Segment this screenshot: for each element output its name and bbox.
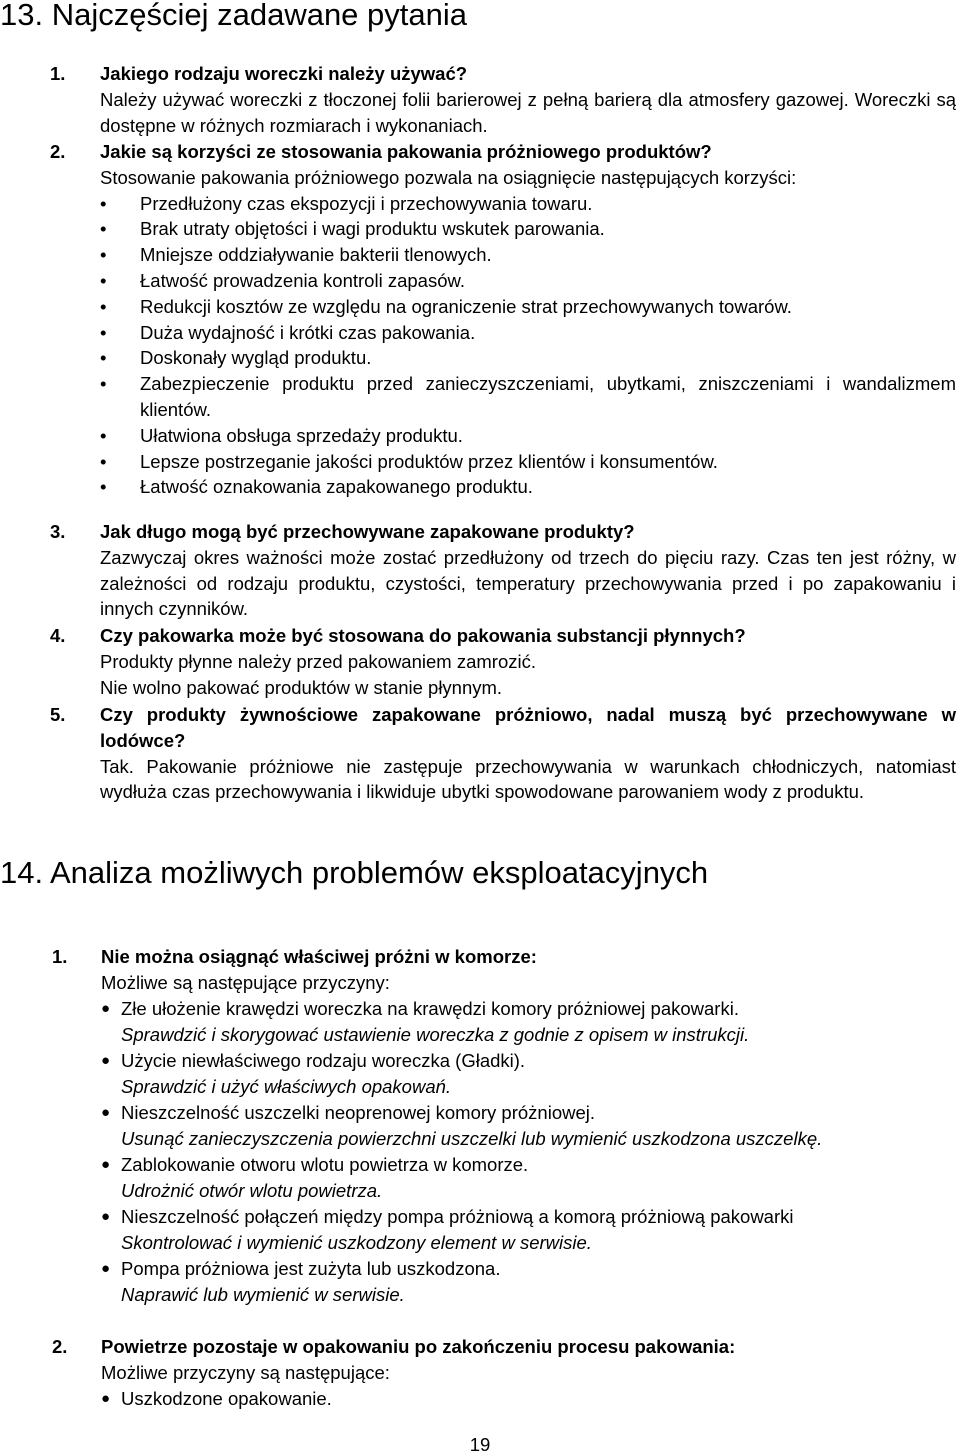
- question-number: 5.: [50, 704, 66, 725]
- list-item: • Zabezpieczenie produktu przed zanieczyszczeniami, ubytkami, zniszczeniami i wandalizmem klientów.: [100, 371, 956, 423]
- question-text: Czy produkty żywnościowe zapakowane próżniowo, nadal muszą być przechowywane w lodówce?: [100, 704, 956, 751]
- list-item: • Ułatwiona obsługa sprzedaży produktu.: [100, 423, 956, 449]
- answer-text: Stosowanie pakowania próżniowego pozwala na osiągnięcie następujących korzyści:: [100, 166, 797, 188]
- problem-number: 2.: [52, 1336, 68, 1357]
- faq-item-4: [50, 623, 956, 700]
- question-number: 2.: [50, 141, 66, 162]
- cause-item: ● Zablokowanie otworu wlotu powietrza w komorze.: [101, 1152, 956, 1178]
- answer-text: Zazwyczaj okres ważności może zostać przedłużony od trzech do pięciu razy. Czas ten jest różny, w zależności od rodzaju produktu, czystości, temperatury przechowywania przed i po zapakowaniu i innych czynników.: [100, 546, 956, 620]
- problem-item-2: [52, 1334, 956, 1412]
- question-text: Jakie są korzyści ze stosowania pakowania próżniowego produktów?: [100, 141, 712, 162]
- cause-item: ● Nieszczelność uszczelki neoprenowej komory próżniowej.: [101, 1100, 956, 1126]
- question-text: Jakiego rodzaju woreczki należy używać?: [100, 63, 468, 84]
- list-item: • Doskonały wygląd produktu.: [100, 345, 956, 371]
- problem-intro: Możliwe przyczyny są następujące:: [101, 1362, 390, 1383]
- faq-item-5: [50, 702, 956, 805]
- remedy-text: Udrożnić otwór wlotu powietrza.: [121, 1180, 383, 1201]
- question-text: Jak długo mogą być przechowywane zapakowane produkty?: [100, 521, 635, 542]
- list-item: • Łatwość oznakowania zapakowanego produktu.: [100, 474, 956, 500]
- cause-item: ● Uszkodzone opakowanie.: [101, 1386, 956, 1412]
- list-item: • Mniejsze oddziaływanie bakterii tlenowych.: [100, 242, 956, 268]
- problem-intro: Możliwe są następujące przyczyny:: [101, 972, 390, 993]
- section-14-title: 14. Analiza możliwych problemów eksploatacyjnych: [0, 855, 709, 890]
- cause-item: ● Nieszczelność połączeń między pompa próżniową a komorą próżniową pakowarki: [101, 1204, 956, 1230]
- faq-item-1: [50, 61, 956, 138]
- answer-line: Nie wolno pakować produktów w stanie płynnym.: [100, 676, 503, 698]
- question-number: 4.: [50, 625, 66, 646]
- list-item: • Duża wydajność i krótki czas pakowania.: [100, 320, 956, 346]
- list-item: • Łatwość prowadzenia kontroli zapasów.: [100, 268, 956, 294]
- problem-title: Powietrze pozostaje w opakowaniu po zakończeniu procesu pakowania:: [101, 1336, 736, 1357]
- list-item: • Przedłużony czas ekspozycji i przechowywania towaru.: [100, 191, 956, 217]
- list-item: • Redukcji kosztów ze względu na ograniczenie strat przechowywanych towarów.: [100, 294, 956, 320]
- answer-line: Produkty płynne należy przed pakowaniem zamrozić.: [100, 650, 536, 672]
- faq-item-3: [50, 519, 956, 622]
- section-13-title: 13. Najczęściej zadawane pytania: [0, 0, 467, 32]
- remedy-text: Usunąć zanieczyszczenia powierzchni uszczelki lub wymienić uszkodzona uszczelkę.: [121, 1128, 823, 1149]
- list-item: • Brak utraty objętości i wagi produktu wskutek parowania.: [100, 216, 956, 242]
- question-number: 3.: [50, 521, 66, 542]
- remedy-text: Skontrolować i wymienić uszkodzony element w serwisie.: [121, 1232, 592, 1253]
- problem-item-1: [52, 944, 956, 1308]
- remedy-text: Sprawdzić i skorygować ustawienie woreczka z godnie z opisem w instrukcji.: [121, 1024, 750, 1045]
- list-item: • Lepsze postrzeganie jakości produktów przez klientów i konsumentów.: [100, 449, 956, 475]
- cause-item: ● Użycie niewłaściwego rodzaju woreczka (Gładki).: [101, 1048, 956, 1074]
- benefits-list: [100, 191, 956, 501]
- question-text: Czy pakowarka może być stosowana do pakowania substancji płynnych?: [100, 625, 746, 646]
- problem-title: Nie można osiągnąć właściwej próżni w komorze:: [101, 946, 537, 967]
- answer-text: Tak. Pakowanie próżniowe nie zastępuje przechowywania w warunkach chłodniczych, natomiast wydłuża czas przechowywania i likwiduje ubytki spowodowane parowaniem wody z produktu.: [100, 755, 956, 803]
- answer-text: Należy używać woreczki z tłoczonej folii barierowej z pełną barierą dla atmosfery gazowej. Woreczki są dostępne w różnych rozmiarach i wykonaniach.: [100, 88, 956, 136]
- cause-item: ● Złe ułożenie krawędzi woreczka na krawędzi komory próżniowej pakowarki.: [101, 996, 956, 1022]
- page-number: 19: [469, 1434, 491, 1455]
- problem-number: 1.: [52, 946, 68, 967]
- remedy-text: Naprawić lub wymienić w serwisie.: [121, 1284, 405, 1305]
- faq-item-2: [50, 139, 956, 500]
- remedy-text: Sprawdzić i użyć właściwych opakowań.: [121, 1076, 452, 1097]
- question-number: 1.: [50, 63, 66, 84]
- cause-item: ● Pompa próżniowa jest zużyta lub uszkodzona.: [101, 1256, 956, 1282]
